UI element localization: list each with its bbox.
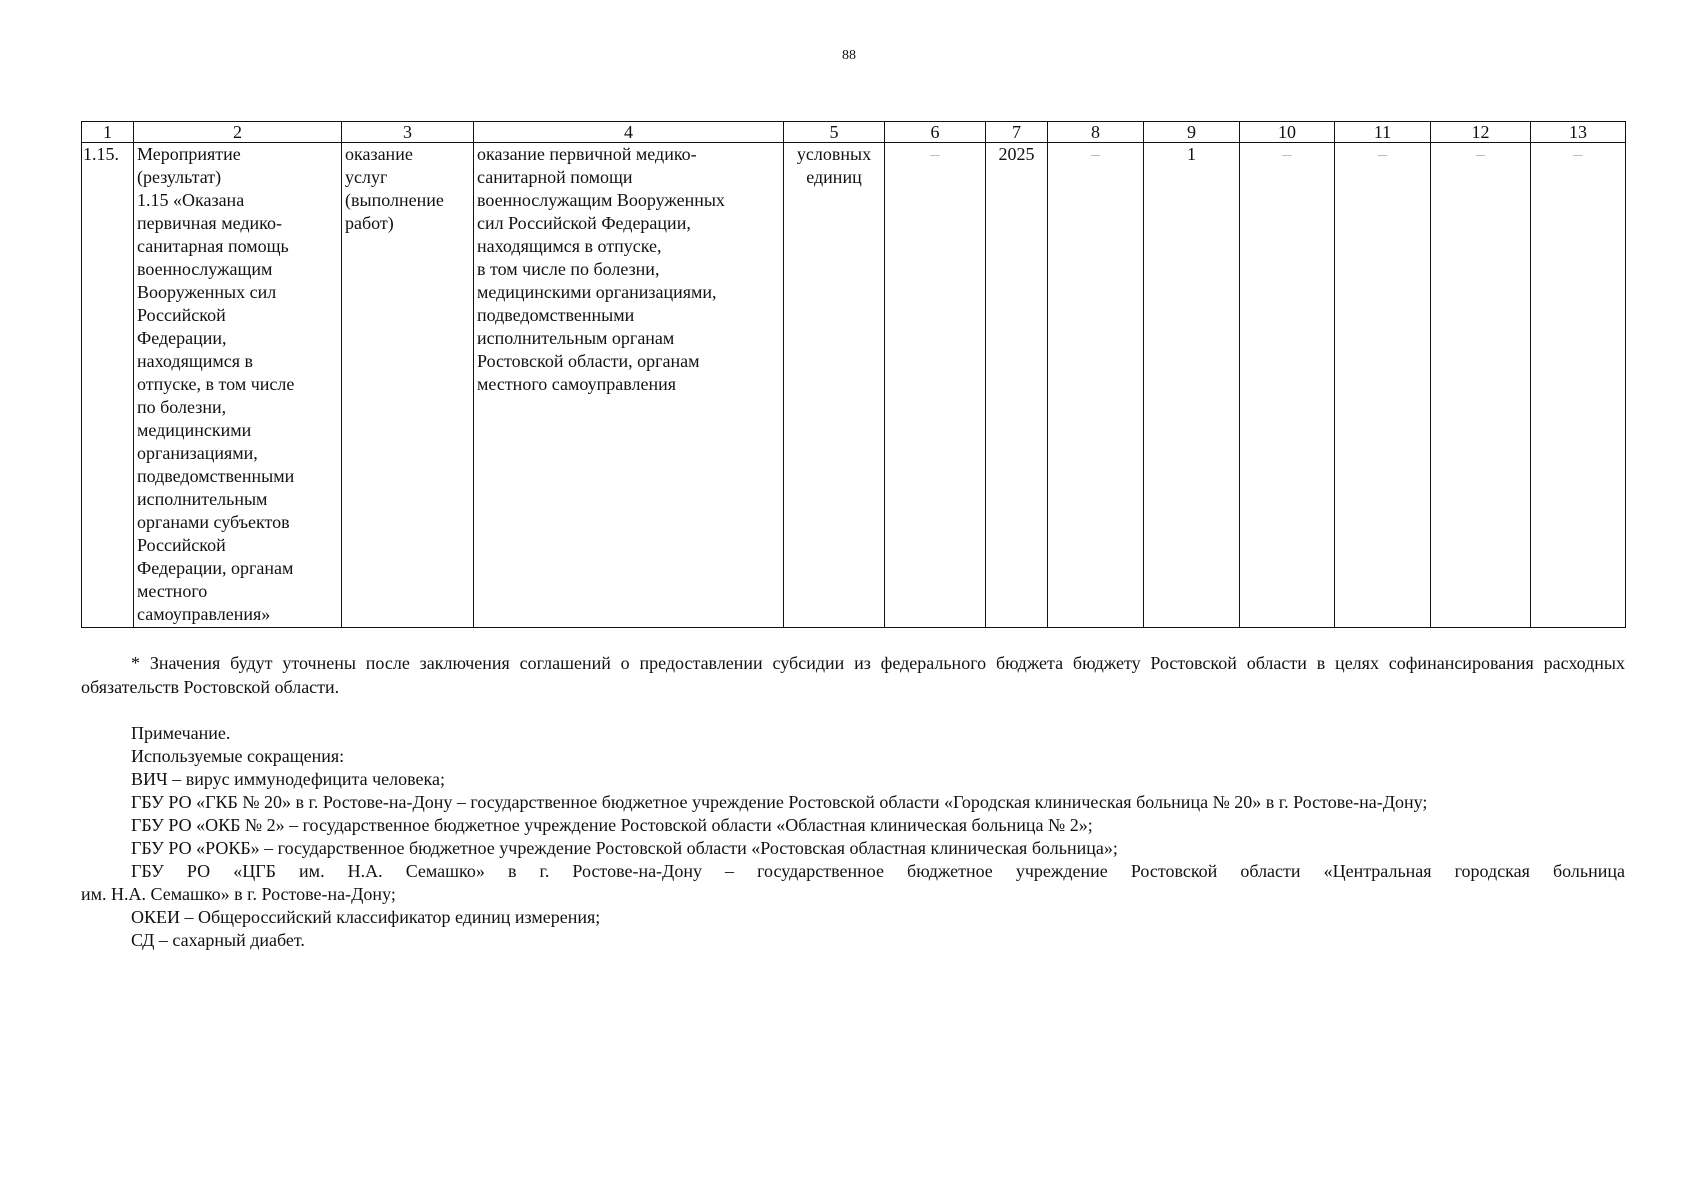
notes-subtitle: Используемые сокращения: <box>131 746 345 766</box>
cell-col8: – <box>1048 143 1144 628</box>
cell-col13: – <box>1531 143 1626 628</box>
cell-col10: – <box>1240 143 1335 628</box>
text-line: (результат) <box>137 167 222 187</box>
text-line: находящимся в отпуске, <box>477 236 662 256</box>
cell-col11: – <box>1335 143 1431 628</box>
header-cell: 1 <box>82 122 134 143</box>
cell-col6: – <box>885 143 986 628</box>
text-line: местного самоуправления <box>477 374 677 394</box>
text-line: исполнительным <box>137 489 268 509</box>
text-line: 1.15 «Оказана <box>137 190 245 210</box>
row-description <box>474 143 784 628</box>
text-line: Мероприятие <box>137 144 241 164</box>
text-line: Федерации, <box>137 328 227 348</box>
text-line: подведомственными <box>137 466 295 486</box>
header-cell: 12 <box>1431 122 1531 143</box>
text-line: оказание первичной медико- <box>477 144 697 164</box>
text-line: организациями, <box>137 443 258 463</box>
note-item: ГБУ РО «ГКБ № 20» в г. Ростове-на-Дону – государственное бюджетное учреждение Ростовской области «Городская клиническая больница № 20» в г. Ростове-на-Дону; <box>131 792 1428 812</box>
header-cell: 2 <box>134 122 342 143</box>
note-item: СД – сахарный диабет. <box>131 930 305 950</box>
text-line: санитарной помощи <box>477 167 633 187</box>
text-line: (выполнение <box>345 190 444 210</box>
text-line: Вооруженных сил <box>137 282 277 302</box>
data-table <box>81 121 1626 628</box>
text-line: военнослужащим <box>137 259 273 279</box>
header-cell: 3 <box>342 122 474 143</box>
header-cell: 13 <box>1531 122 1626 143</box>
row-name <box>134 143 342 628</box>
text-line: условных <box>796 144 872 164</box>
cell-value: 1 <box>1144 143 1240 628</box>
page-number: 88 <box>842 48 856 63</box>
header-cell: 11 <box>1335 122 1431 143</box>
header-cell: 9 <box>1144 122 1240 143</box>
notes-title: Примечание. <box>131 723 231 743</box>
note-item: ВИЧ – вирус иммунодефицита человека; <box>131 769 445 789</box>
text-line: самоуправления» <box>137 604 271 624</box>
text-line: услуг <box>345 167 388 187</box>
text-line: работ) <box>345 213 394 233</box>
text-line: исполнительным органам <box>477 328 675 348</box>
text-line: в том числе по болезни, <box>477 259 660 279</box>
cell-col12: – <box>1431 143 1531 628</box>
header-cell: 8 <box>1048 122 1144 143</box>
text-line: отпуске, в том числе <box>137 374 295 394</box>
text-line: медицинскими <box>137 420 252 440</box>
text-line: единиц <box>806 167 862 187</box>
text-line: Федерации, органам <box>137 558 294 578</box>
text-line: сил Российской Федерации, <box>477 213 691 233</box>
header-cell: 4 <box>474 122 784 143</box>
header-cell: 6 <box>885 122 986 143</box>
table-row <box>82 143 1626 628</box>
text-line: Ростовской области, органам <box>477 351 700 371</box>
text-line: Российской <box>137 535 226 555</box>
text-line: Российской <box>137 305 226 325</box>
text-line: подведомственными <box>477 305 635 325</box>
header-cell: 5 <box>784 122 885 143</box>
note-item: ГБУ РО «РОКБ» – государственное бюджетное учреждение Ростовской области «Ростовская областная клиническая больница»; <box>131 838 1118 858</box>
text-line: медицинскими организациями, <box>477 282 717 302</box>
row-number: 1.15. <box>82 143 134 628</box>
note-item: ГБУ РО «ЦГБ им. Н.А. Семашко» в г. Ростове-на-Дону – государственное бюджетное учреждение Ростовской области «Центральная городская больница <box>131 861 1625 881</box>
text-line: санитарная помощь <box>137 236 289 256</box>
row-type <box>342 143 474 628</box>
text-line: органами субъектов <box>137 512 290 532</box>
footnote: * Значения будут уточнены после заключения соглашений о предоставлении субсидии из федерального бюджета бюджету Ростовской области в целях софинансирования расходных обязательств Ростовской области. <box>81 653 1625 697</box>
header-cell: 10 <box>1240 122 1335 143</box>
notes-section <box>81 722 1625 952</box>
note-item: ОКЕИ – Общероссийский классификатор единиц измерения; <box>131 907 601 927</box>
header-cell: 7 <box>986 122 1048 143</box>
text-line: местного <box>137 581 208 601</box>
text-line: военнослужащим Вооруженных <box>477 190 725 210</box>
text-line: находящимся в <box>137 351 254 371</box>
text-line: первичная медико- <box>137 213 282 233</box>
note-item: ГБУ РО «ОКБ № 2» – государственное бюджетное учреждение Ростовской области «Областная клиническая больница № 2»; <box>131 815 1093 835</box>
text-line: по болезни, <box>137 397 227 417</box>
cell-year: 2025 <box>986 143 1048 628</box>
note-item-continuation: им. Н.А. Семашко» в г. Ростове-на-Дону; <box>81 884 396 904</box>
text-line: оказание <box>345 144 413 164</box>
table-header-row <box>82 122 1626 143</box>
row-unit <box>784 143 885 628</box>
